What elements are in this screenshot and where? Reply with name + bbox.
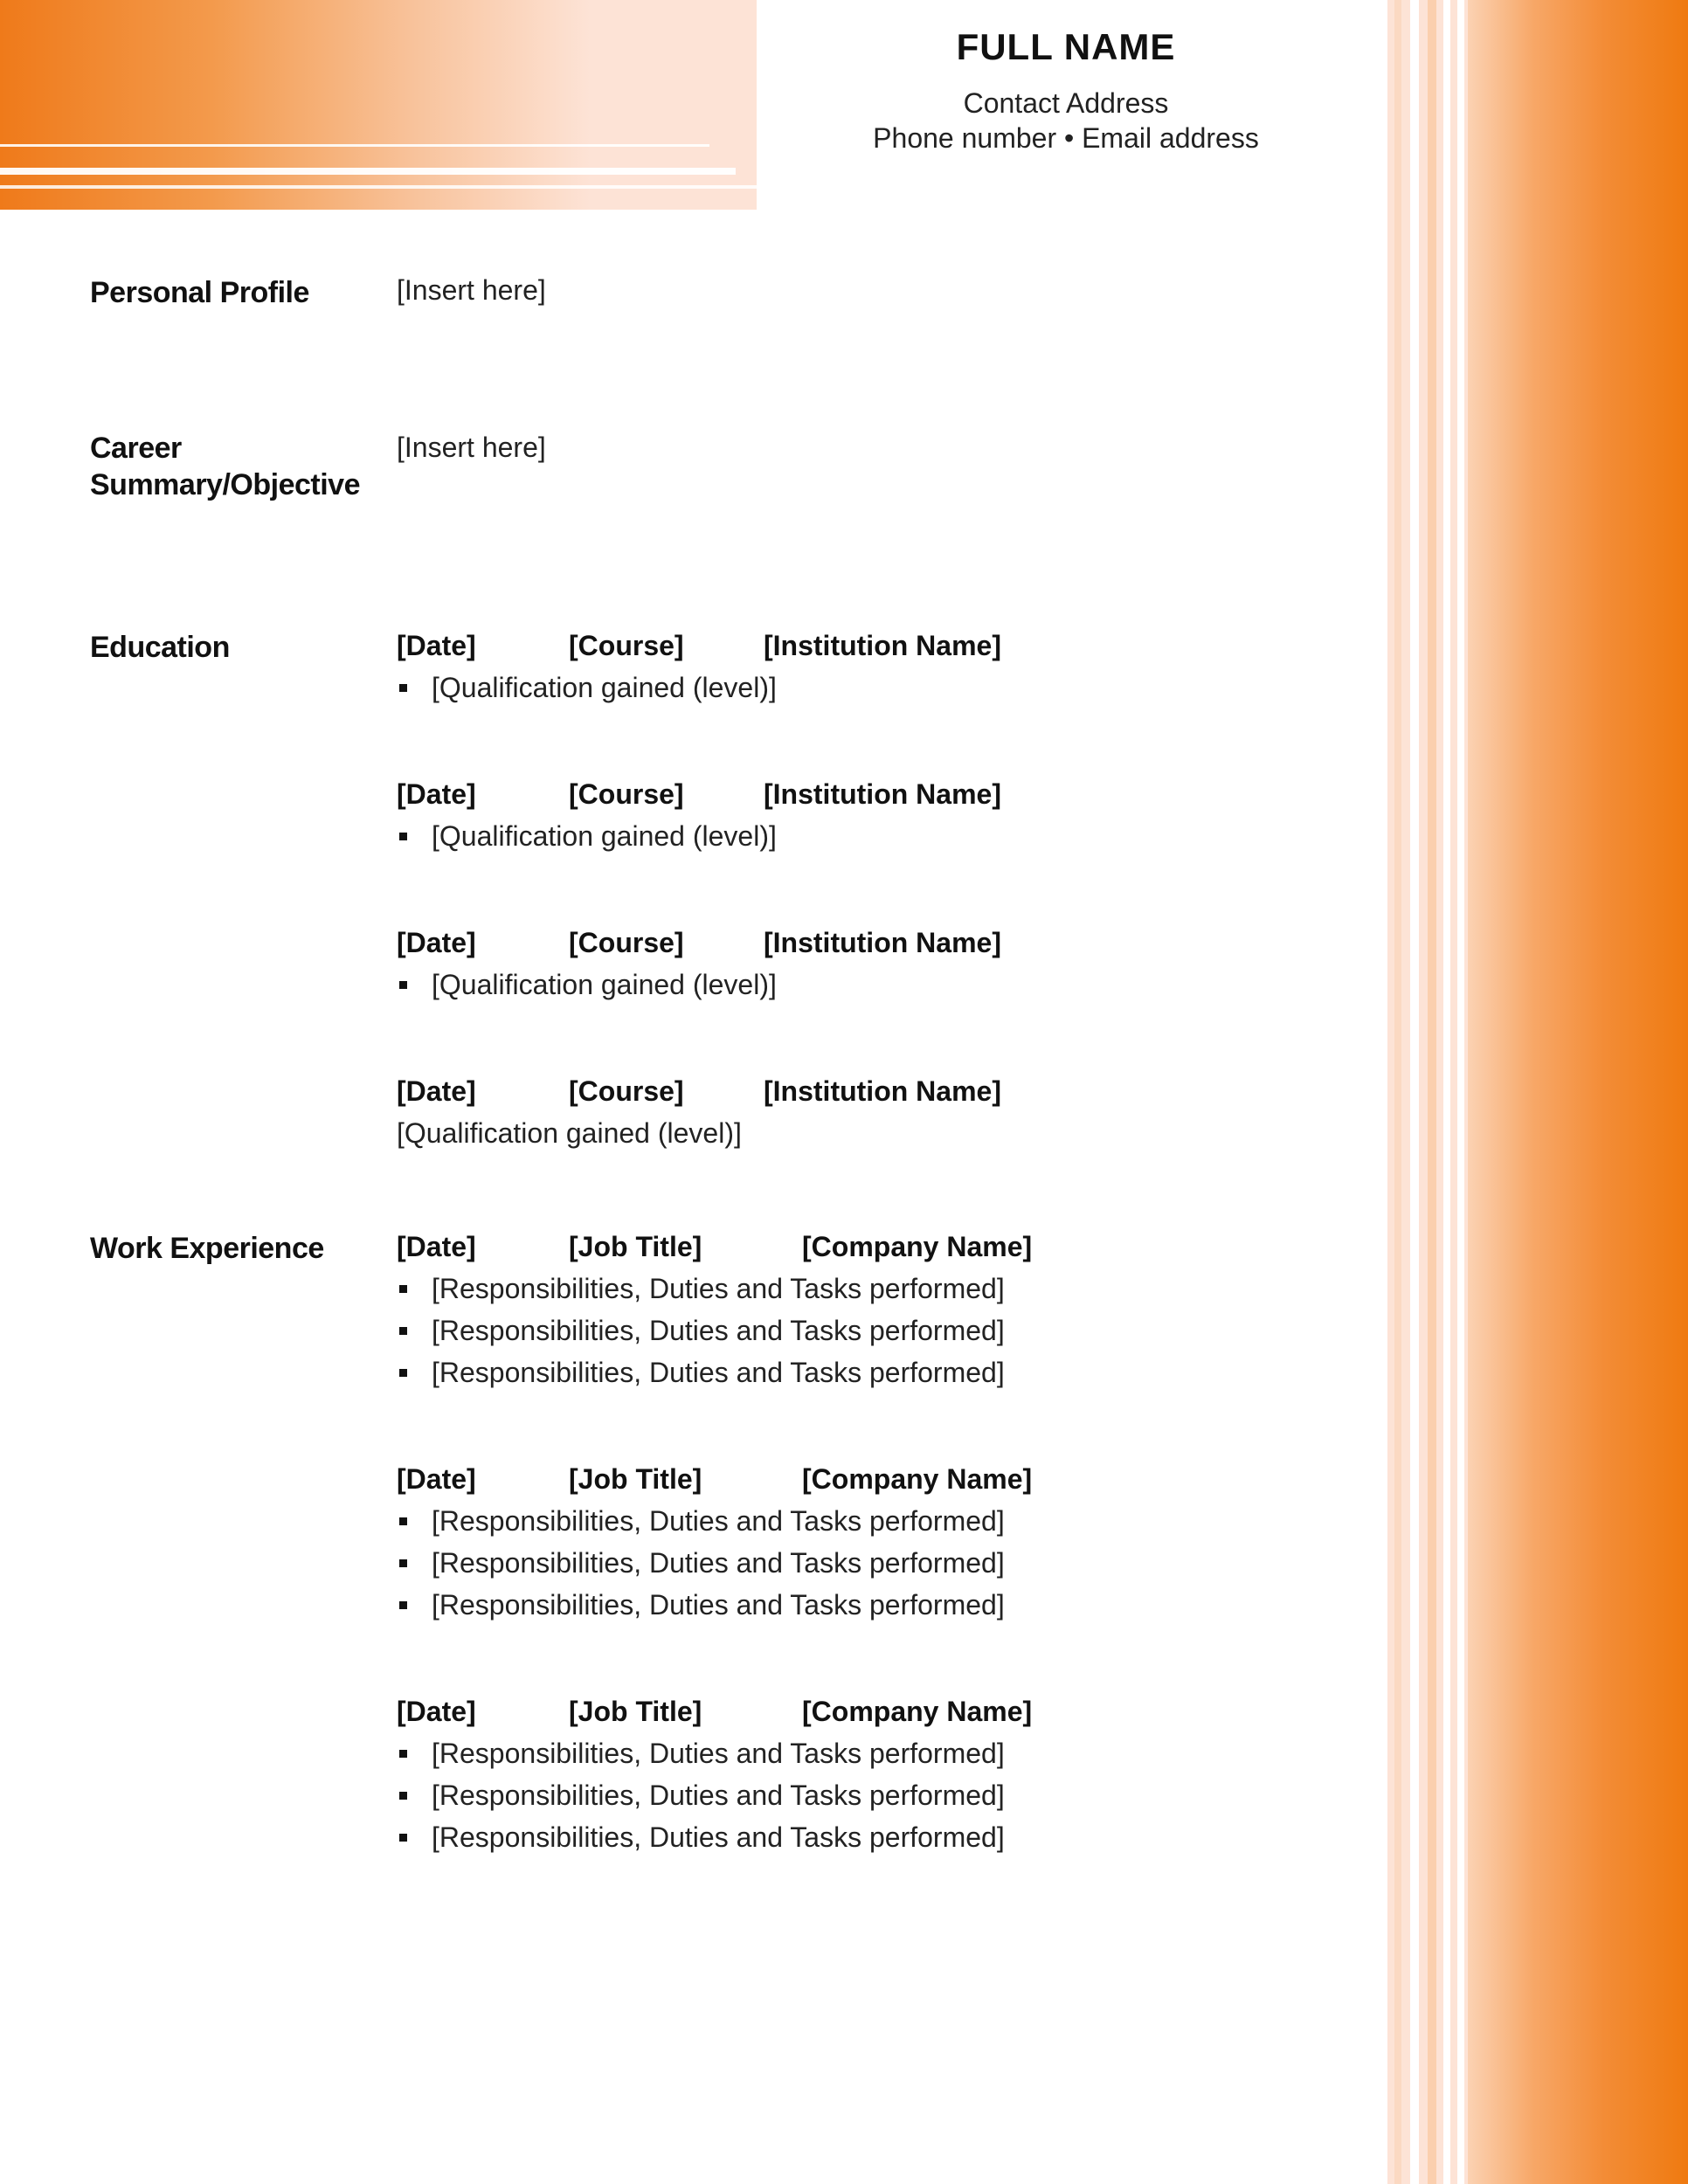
education-qualification: [Qualification gained (level)] [397, 1117, 742, 1149]
personal-profile-text: [Insert here] [397, 274, 546, 306]
square-bullet-icon [399, 1750, 407, 1758]
work-job-title: [Job Title] [569, 1696, 702, 1727]
work-company: [Company Name] [802, 1231, 1033, 1262]
career-label-line1: Career [90, 432, 182, 465]
education-entry-header [397, 1070, 1001, 1112]
list-item [397, 964, 777, 1006]
education-entry [397, 773, 1001, 857]
section-label-career-summary [90, 430, 360, 503]
work-entry-header [397, 1458, 1033, 1500]
work-duty: [Responsibilities, Duties and Tasks performed] [432, 1738, 1005, 1769]
education-institution: [Institution Name] [764, 927, 1001, 958]
education-date: [Date] [397, 927, 476, 958]
work-duty: [Responsibilities, Duties and Tasks performed] [432, 1821, 1005, 1853]
education-qualification: [Qualification gained (level)] [432, 820, 777, 852]
education-entry [397, 625, 1001, 708]
education-qualification-list [397, 815, 777, 857]
list-item [397, 1268, 1005, 1310]
contact-address: Contact Address [963, 87, 1169, 119]
work-entry-header [397, 1690, 1033, 1732]
list-item [397, 1542, 1005, 1584]
work-entry [397, 1458, 1033, 1626]
education-course: [Course] [569, 630, 684, 661]
section-label-personal-profile: Personal Profile [90, 276, 309, 309]
work-job-title: [Job Title] [569, 1231, 702, 1262]
list-item [397, 815, 777, 857]
career-summary-content [397, 426, 546, 468]
square-bullet-icon [399, 1559, 407, 1567]
list-item [397, 1584, 1005, 1626]
side-stripe [1394, 0, 1401, 2184]
side-stripe [1457, 0, 1464, 2184]
square-bullet-icon [399, 1834, 407, 1842]
education-date: [Date] [397, 1075, 476, 1107]
square-bullet-icon [399, 1369, 407, 1377]
side-stripe [1410, 0, 1419, 2184]
list-item [397, 1351, 1005, 1393]
square-bullet-icon [399, 833, 407, 840]
header-rule [0, 185, 757, 189]
square-bullet-icon [399, 1327, 407, 1335]
work-entry [397, 1226, 1033, 1393]
education-qualification: [Qualification gained (level)] [432, 969, 777, 1000]
list-item [397, 1774, 1005, 1816]
personal-profile-content [397, 269, 546, 311]
education-institution: [Institution Name] [764, 1075, 1001, 1107]
square-bullet-icon [399, 1517, 407, 1525]
list-item [397, 1500, 1005, 1542]
phone-email: Phone number • Email address [873, 122, 1259, 154]
work-company: [Company Name] [802, 1696, 1033, 1727]
full-name: FULL NAME [956, 26, 1176, 67]
square-bullet-icon [399, 1285, 407, 1293]
work-entry-header [397, 1226, 1033, 1268]
side-gradient [1468, 0, 1688, 2184]
work-duty: [Responsibilities, Duties and Tasks performed] [432, 1357, 1005, 1388]
header-decoration [0, 0, 757, 210]
section-label-education: Education [90, 631, 230, 664]
education-course: [Course] [569, 927, 684, 958]
square-bullet-icon [399, 1601, 407, 1609]
career-summary-text: [Insert here] [397, 432, 546, 463]
header-rule [0, 168, 736, 175]
work-date: [Date] [397, 1463, 476, 1495]
header-rule [0, 144, 709, 147]
education-entry [397, 922, 1001, 1006]
education-entry-header [397, 922, 1001, 964]
work-entry [397, 1690, 1033, 1858]
education-institution: [Institution Name] [764, 630, 1001, 661]
education-qualification-list [397, 667, 777, 708]
work-job-title: [Job Title] [569, 1463, 702, 1495]
name-contact-block [786, 26, 1346, 156]
education-date: [Date] [397, 778, 476, 810]
work-duties-list [397, 1268, 1005, 1393]
career-label-line2: Summary/Objective [90, 468, 360, 501]
education-entry-header [397, 773, 1001, 815]
list-item [397, 667, 777, 708]
header-gradient [0, 0, 757, 210]
education-entry-header [397, 625, 1001, 667]
education-entry [397, 1070, 1001, 1154]
side-stripe [1443, 0, 1450, 2184]
education-qualification-list [397, 964, 777, 1006]
education-course: [Course] [569, 1075, 684, 1107]
work-duty: [Responsibilities, Duties and Tasks performed] [432, 1315, 1005, 1346]
square-bullet-icon [399, 684, 407, 692]
side-stripe [1428, 0, 1436, 2184]
work-company: [Company Name] [802, 1463, 1033, 1495]
work-duty: [Responsibilities, Duties and Tasks performed] [432, 1589, 1005, 1621]
work-duties-list [397, 1732, 1005, 1858]
list-item [397, 1732, 1005, 1774]
work-duty: [Responsibilities, Duties and Tasks performed] [432, 1505, 1005, 1537]
work-date: [Date] [397, 1231, 476, 1262]
education-qualification: [Qualification gained (level)] [432, 672, 777, 703]
list-item [397, 1816, 1005, 1858]
work-duties-list [397, 1500, 1005, 1626]
education-course: [Course] [569, 778, 684, 810]
work-duty: [Responsibilities, Duties and Tasks performed] [432, 1273, 1005, 1304]
section-label-work-experience: Work Experience [90, 1232, 324, 1265]
square-bullet-icon [399, 1792, 407, 1800]
education-institution: [Institution Name] [764, 778, 1001, 810]
list-item [397, 1310, 1005, 1351]
education-date: [Date] [397, 630, 476, 661]
square-bullet-icon [399, 981, 407, 989]
work-duty: [Responsibilities, Duties and Tasks performed] [432, 1547, 1005, 1579]
work-duty: [Responsibilities, Duties and Tasks performed] [432, 1780, 1005, 1811]
work-date: [Date] [397, 1696, 476, 1727]
